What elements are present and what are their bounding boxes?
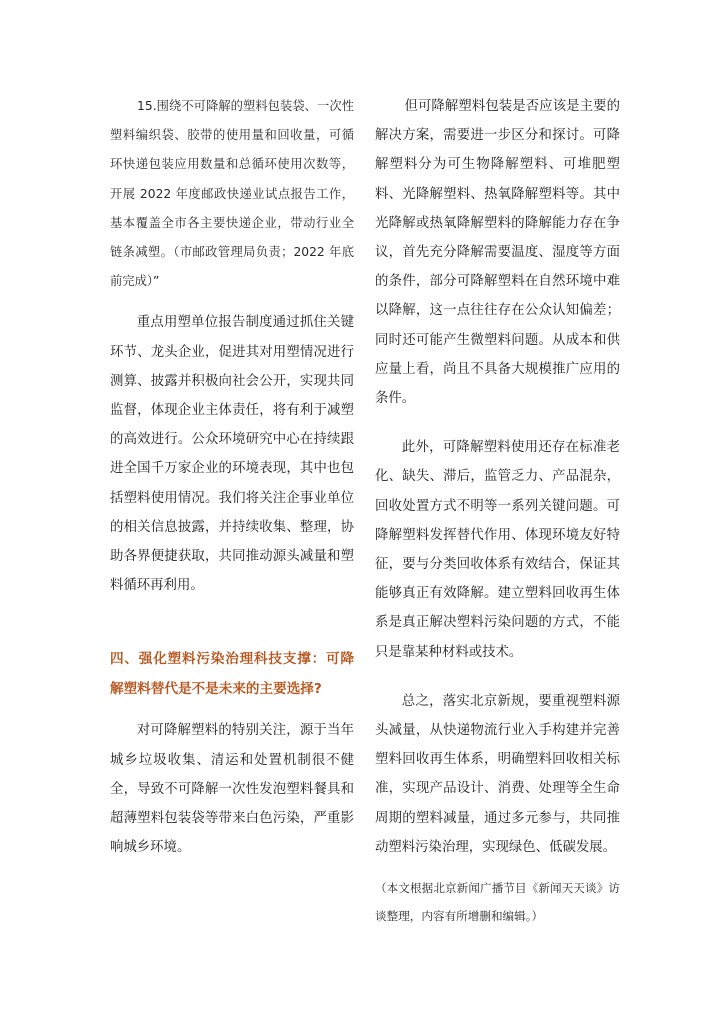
reporting-system-paragraph: 重点用塑单位报告制度通过抓住关键环节、龙头企业，促进其对用塑情况进行测算、披露并积极向社会公开，实现共同监督，体现企业主体责任，将有利于减塑的高效进行。公众环境研究中心在持续跟进全国千万家企业的环境表现，其中也包括塑料使用情况。我们将关注企事业单位的相关信息披露，并持续收集、整理，协助各界便捷获取，共同推动源头减量和塑料循环再利用。 — [110, 315, 354, 594]
conclusion-paragraph: 总之，落实北京新规，要重视塑料源头减量，从快递物流行业入手构建并完善塑料回收再生体系，明确塑料回收相关标准，实现产品设计、消费、处理等全生命周期的塑料减量，通过多元参与，共同推动塑料污染治理，实现绿色、低碳发展。 — [375, 693, 620, 855]
standards-issues-paragraph: 此外，可降解塑料使用还存在标准老化、缺失、滞后，监管乏力、产品混杂，回收处置方式不明等一系列关键问题。可降解塑料发挥替代作用、体现环境友好特征，要与分类回收体系有效结合，保证其能够真正有效降解。建立塑料回收再生体系是真正解决塑料污染问题的方式，不能只是靠某种材料或技术。 — [375, 440, 620, 660]
left-column — [110, 92, 354, 862]
source-note: （本文根据北京新闻广播节目《新闻天天谈》访谈整理，内容有所增删和编辑。） — [375, 881, 620, 924]
right-column — [375, 92, 620, 930]
policy-item-paragraph: 15.围绕不可降解的塑料包装袋、一次性塑料编织袋、胶带的使用量和回收量，可循环快递包装应用数量和总循环使用次数等，开展 2022 年度邮政快递业试点报告工作，基本覆盖全市各主要快递企业，带动行业全链条减塑。（市邮政管理局负责；2022 年底前完成）” — [110, 99, 354, 289]
degradable-plastic-intro-paragraph: 对可降解塑料的特别关注，源于当年城乡垃圾收集、清运和处置机制很不健全，导致不可降解一次性发泡塑料餐具和超薄塑料包装袋等带来白色污染，严重影响城乡环境。 — [110, 723, 354, 856]
degradable-solution-paragraph: 但可降解塑料包装是否应该是主要的解决方案，需要进一步区分和探讨。可降解塑料分为可生物降解塑料、可堆肥塑料、光降解塑料、热氧降解塑料等。其中光降解或热氧降解塑料的降解能力存在争议，首先充分降解需要温度、湿度等方面的条件，部分可降解塑料在自然环境中难以降解，这一点往往存在公众认知偏差；同时还可能产生微塑料问题。从成本和供应量上看，尚且不具备大规模推广应用的条件。 — [375, 99, 620, 407]
section-heading: 四、强化塑料污染治理科技支撑：可降解塑料替代是不是未来的主要选择? — [110, 651, 354, 698]
